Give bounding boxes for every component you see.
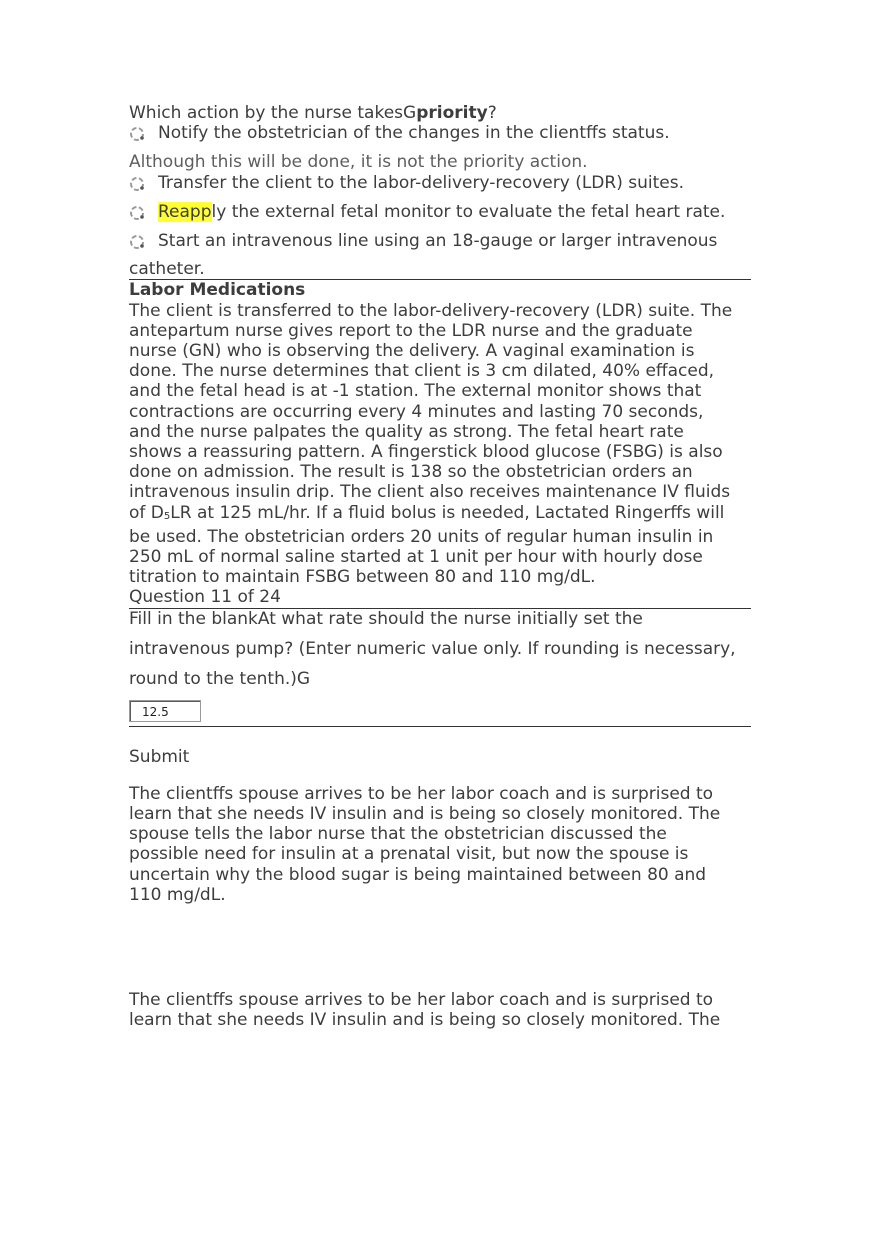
option-text: Transfer the client to the labor-delivery-recovery (LDR) suites. <box>158 172 684 193</box>
option-reapply-monitor[interactable] <box>129 202 751 222</box>
document-page <box>129 103 751 1030</box>
radio-loading-icon[interactable] <box>129 234 145 250</box>
radio-loading-icon[interactable] <box>129 176 145 192</box>
question-prompt: Which action by the nurse takesGpriority? <box>129 103 497 123</box>
option-text: Start an intravenous line using an 18-gauge or larger intravenous <box>158 231 718 252</box>
radio-loading-icon[interactable] <box>129 205 145 221</box>
option-start-iv[interactable] <box>129 231 751 279</box>
submit-button[interactable]: Submit <box>129 746 190 767</box>
option-text-continued: catheter. <box>129 259 205 280</box>
option-transfer-ldr[interactable] <box>129 173 751 193</box>
scenario-paragraph: The client is transferred to the labor-delivery-recovery (LDR) suite. The antepartum nurse gives report to the LDR nurse and the graduate nurse (GN) who is observing the delivery. A vaginal examination is done. The nurse determines that client is 3 cm dilated, 40% effaced, and the fetal head is at -1 station. The external monitor shows that contractions are occurring every 4 minutes and lasting 70 seconds, and the nurse palpates the quality as strong. The fetal heart rate shows a reassuring pattern. A fingerstick blood glucose (FSBG) is also done on admission. The result is 138 so the obstetrician orders an intravenous insulin drip. The client also receives maintenance IV fluids of $D_5LR$ at 125 mL/hr. If a fluid bolus is needed, Lactated Ringerffs will be used. The obstetrician orders 20 units of regular human insulin in 250 mL of normal saline started at 1 unit per hour with hourly dose titration to maintain FSBG between 80 and 110 mg/dL. <box>129 300 733 588</box>
option-notify-obstetrician[interactable] <box>129 123 751 143</box>
divider <box>129 726 751 727</box>
spouse-paragraph-repeat: The clientffs spouse arrives to be her labor coach and is surprised to learn that she needs IV insulin and is being so closely monitored. The <box>129 990 721 1031</box>
question-number: Question 11 of 24 <box>129 587 281 608</box>
text-highlight: Reapp <box>158 201 212 222</box>
option-text: Notify the obstetrician of the changes in the clientffs status. <box>158 123 670 144</box>
option-feedback: Although this will be done, it is not the priority action. <box>129 152 588 173</box>
option-text: Reapply the external fetal monitor to evaluate the fetal heart rate. <box>158 201 726 222</box>
fill-in-blank-prompt: Fill in the blankAt what rate should the nurse initially set the intravenous pump? (Enter numeric value only. If rounding is necessary, round to the tenth.)G <box>129 608 736 690</box>
radio-loading-icon[interactable] <box>129 126 145 142</box>
spouse-paragraph: The clientffs spouse arrives to be her labor coach and is surprised to learn that she needs IV insulin and is being so closely monitored. The spouse tells the labor nurse that the obstetrician discussed the possible need for insulin at a prenatal visit, but now the spouse is uncertain why the blood sugar is being maintained between 80 and 110 mg/dL. <box>129 783 721 905</box>
answer-input[interactable]: 12.5 <box>129 700 201 722</box>
section-title: Labor Medications <box>129 280 306 301</box>
